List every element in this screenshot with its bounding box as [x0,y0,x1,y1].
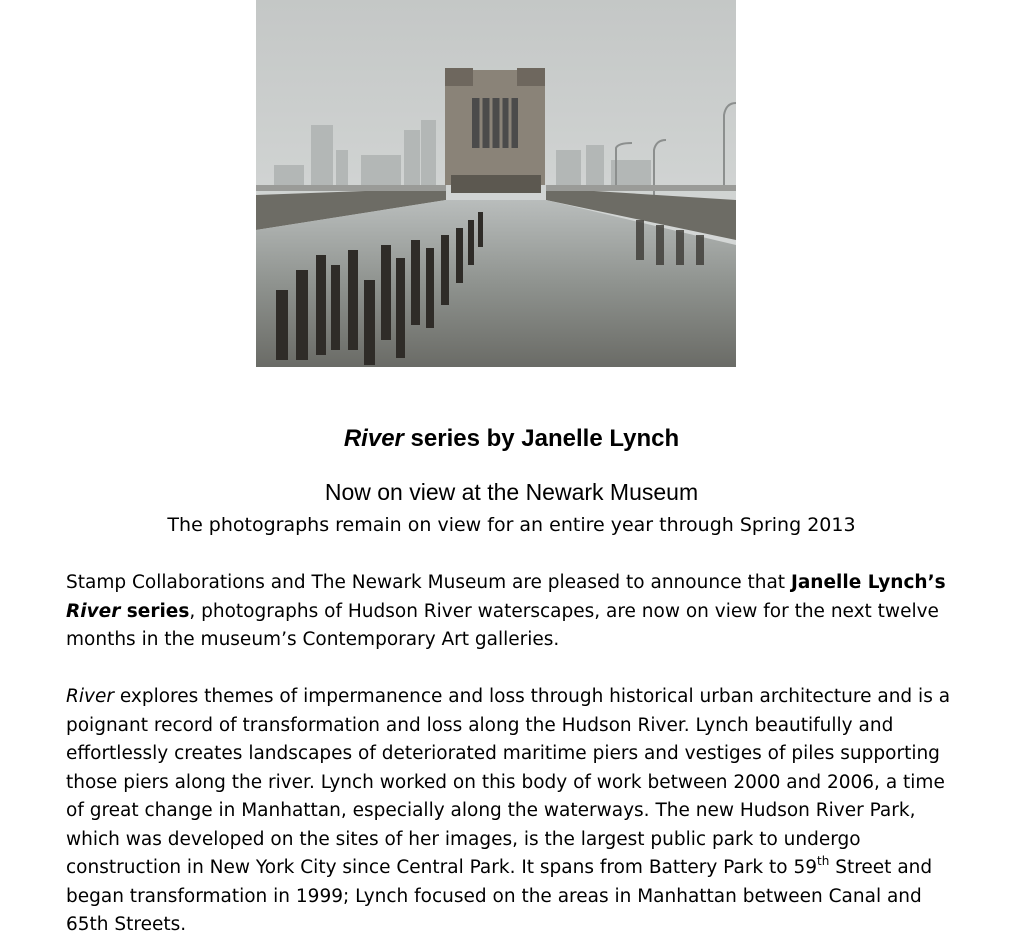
p1-bold-italic: River [66,600,121,622]
p1-bold-name: Janelle Lynch’s [790,572,946,593]
p1-bold-series: series [120,600,190,622]
paragraph-1 [66,569,966,655]
p2-text-2: Street and began transformation in 1999; Lynch focused on the areas in Manhattan between Canal and 65th Streets. [66,857,933,935]
p2-sup: th [817,854,830,868]
page-title [0,424,1023,454]
subtitle-dates: The photographs remain on view for an entire year through Spring 2013 [167,514,856,536]
p1-text-2: , photographs of Hudson River waterscapes, are now on view for the next twelve months in the museum’s Contemporary Art galleries. [66,600,939,650]
title-rest: series by Janelle Lynch [403,425,680,452]
title-italic: River [343,425,404,452]
subtitle: Now on view at the Newark Museum [324,479,699,505]
p1-text-1: Stamp Collaborations and The Newark Museum are pleased to announce that [66,572,791,593]
p2-text-1: explores themes of impermanence and loss through historical urban architecture and is a poignant record of transformation and loss along the Hudson River. Lynch beautifully and effortlessly creates landscapes of deteriorated maritime piers and vestiges of piles supporting those piers along the river. Lynch worked on this body of work between 2000 and 2006, a time of great change in Manhattan, especially along the waterways. The new Hudson River Park, which was developed on the sites of her images, is the largest public park to undergo construction in New York City since Central Park. It spans from Battery Park to 59 [66,686,951,878]
hudson-river-photo [256,0,736,367]
p2-italic: River [66,686,114,707]
paragraph-2 [66,683,966,940]
